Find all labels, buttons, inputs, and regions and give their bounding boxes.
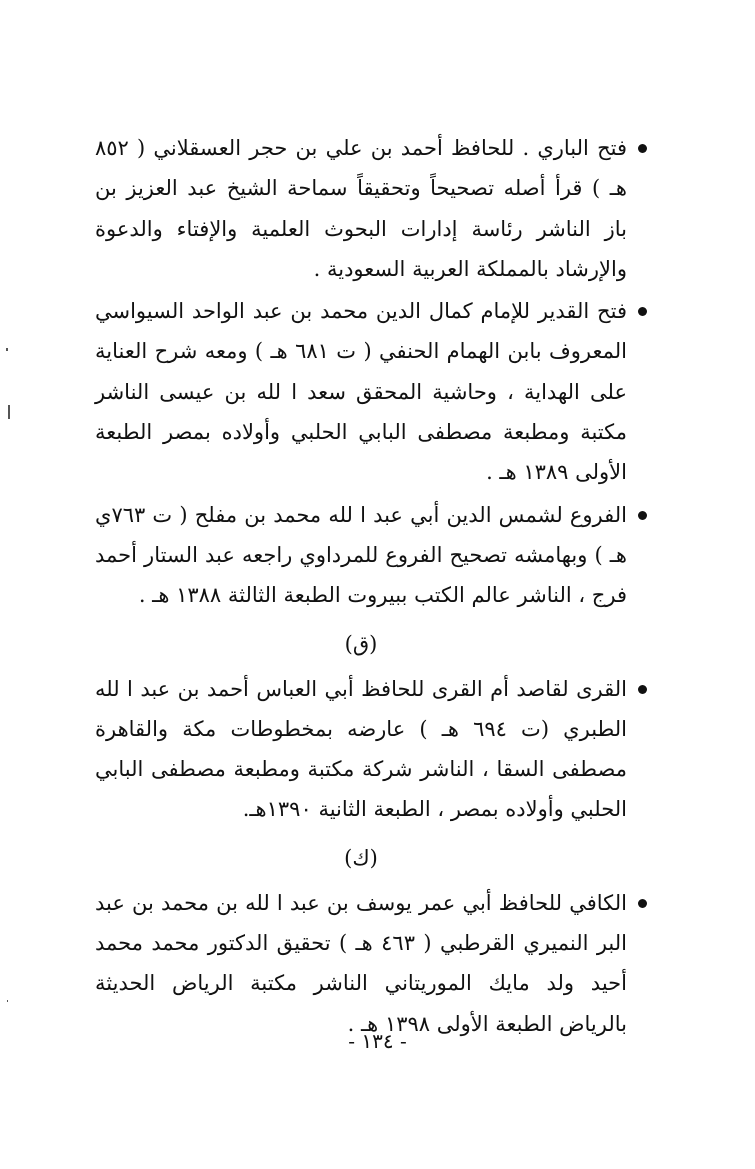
entry-line: السعودية . xyxy=(313,256,406,281)
entry-line: فتح القدير للإمام كمال الدين محمد بن عبد الواحد السيواسي المعروف xyxy=(95,299,627,364)
scan-speck xyxy=(7,1000,8,1002)
bibliography-entry-fath-al-bari xyxy=(95,128,647,289)
entry-line: شركة مكتبة ومطبعة مصطفى البابي الحلبي وأولاده بمصر ، الطبعة الثانية xyxy=(95,757,627,822)
entry-line: الكافي للحافظ أبي عمر يوسف بن عبد ا لله بن محمد بن عبد البر النميري xyxy=(95,890,627,956)
bullet-icon xyxy=(638,144,647,153)
bibliography-entry-al-kafi xyxy=(95,883,647,1044)
entry-line: إدارات البحوث العلمية والإفتاء والدعوة والإرشاد بالمملكة العربية xyxy=(95,216,627,281)
section-heading-qaf: (ق) xyxy=(344,631,378,656)
entry-line: الحلبي وأولاده بمصر الطبعة الأولى ١٣٨٩ هـ . xyxy=(95,420,627,485)
bibliography-entry-fath-al-qadir xyxy=(95,291,647,492)
entry-line: (ت ٦٩٤ هـ ) عارضه بمخطوطات مكة والقاهرة مصطفى السقا ، الناشر xyxy=(95,716,627,782)
entry-line: أصله تصحيحاً وتحقيقاً سماحة الشيخ عبد العزيز بن باز الناشر رئاسة xyxy=(95,176,627,241)
entry-line: بابن الهمام الحنفي ( ت ٦٨١ هـ ) ومعه شرح العناية على الهداية ، xyxy=(95,339,627,404)
entry-line: وحاشية المحقق سعد ا لله بن عيسى الناشر مكتبة ومطبعة مصطفى البابي xyxy=(95,379,627,445)
bibliography-entry-al-qira xyxy=(95,669,647,830)
page-body xyxy=(95,128,647,1044)
bullet-icon xyxy=(638,307,647,316)
bullet-icon xyxy=(638,685,647,694)
bibliography-entry-al-furu xyxy=(95,495,647,616)
entry-line: فتح الباري . للحافظ أحمد بن علي بن حجر العسقلاني ( ٨٥٢ هـ ) قرأ xyxy=(95,136,627,201)
scan-speck xyxy=(8,405,10,419)
entry-line: ١٣٩٠هـ. xyxy=(242,797,312,822)
entry-line: القرى لقاصد أم القرى للحافظ أبي العباس أحمد بن عبد ا لله الطبري xyxy=(95,676,627,741)
entry-line: الفروع لشمس الدين أبي عبد ا لله محمد بن مفلح ( ت ٧٦٣ي هـ ) xyxy=(95,502,627,567)
page-number: - ١٣٤ - xyxy=(348,1029,407,1053)
bullet-icon xyxy=(638,899,647,908)
section-heading-kaf: (ك) xyxy=(344,845,378,870)
entry-line: وبهامشه تصحيح الفروع للمرداوي راجعه عبد الستار أحمد فرج ، الناشر xyxy=(95,542,627,608)
scan-speck xyxy=(6,348,8,351)
entry-line: عالم الكتب ببيروت الطبعة الثالثة ١٣٨٨ هـ . xyxy=(138,583,511,608)
bullet-icon xyxy=(638,511,647,520)
entry-line: الناشر مكتبة الرياض الحديثة بالرياض الطبعة الأولى ١٣٩٨ هـ . xyxy=(95,971,627,1036)
entry-line: القرطبي ( ٤٦٣ هـ ) تحقيق الدكتور محمد محمد أحيد ولد مايك الموريتاني xyxy=(95,931,627,996)
